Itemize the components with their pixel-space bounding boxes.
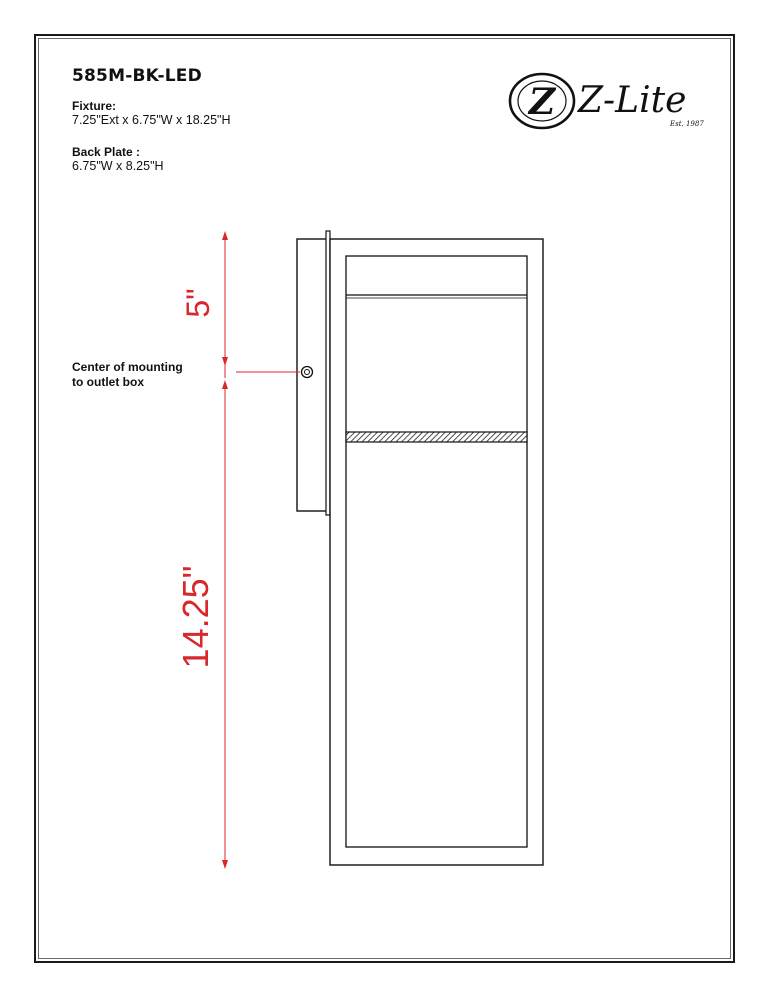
hatched-divider bbox=[346, 432, 527, 442]
backplate-dimensions: 6.75"W x 8.25"H bbox=[72, 159, 164, 173]
upper-dimension-arrow-top bbox=[222, 231, 228, 240]
upper-dimension bbox=[180, 231, 228, 378]
lower-dimension-arrow-top bbox=[222, 380, 228, 389]
fixture-label: Fixture: bbox=[72, 99, 117, 113]
fixture-dimensions: 7.25"Ext x 6.75"W x 18.25"H bbox=[72, 113, 231, 127]
logo-established: Est. 1987 bbox=[670, 120, 704, 128]
model-number: 585M-BK-LED bbox=[72, 66, 202, 86]
fixture-frame bbox=[330, 239, 543, 865]
logo-monogram: Z bbox=[528, 81, 556, 123]
lower-dimension bbox=[175, 380, 228, 869]
upper-dimension-label: 5" bbox=[180, 288, 216, 318]
mounting-note-line-2: to outlet box bbox=[72, 375, 144, 389]
upper-dimension-arrow-bottom bbox=[222, 357, 228, 366]
z-lite-logo bbox=[510, 74, 704, 128]
backplate-label: Back Plate : bbox=[72, 145, 141, 159]
logo-wordmark: Z-Lite bbox=[578, 80, 687, 121]
mounting-screw bbox=[302, 367, 313, 378]
lower-dimension-arrow-bottom bbox=[222, 860, 228, 869]
lower-dimension-label: 14.25" bbox=[175, 565, 216, 669]
mounting-note-line-1: Center of mounting bbox=[72, 360, 183, 374]
